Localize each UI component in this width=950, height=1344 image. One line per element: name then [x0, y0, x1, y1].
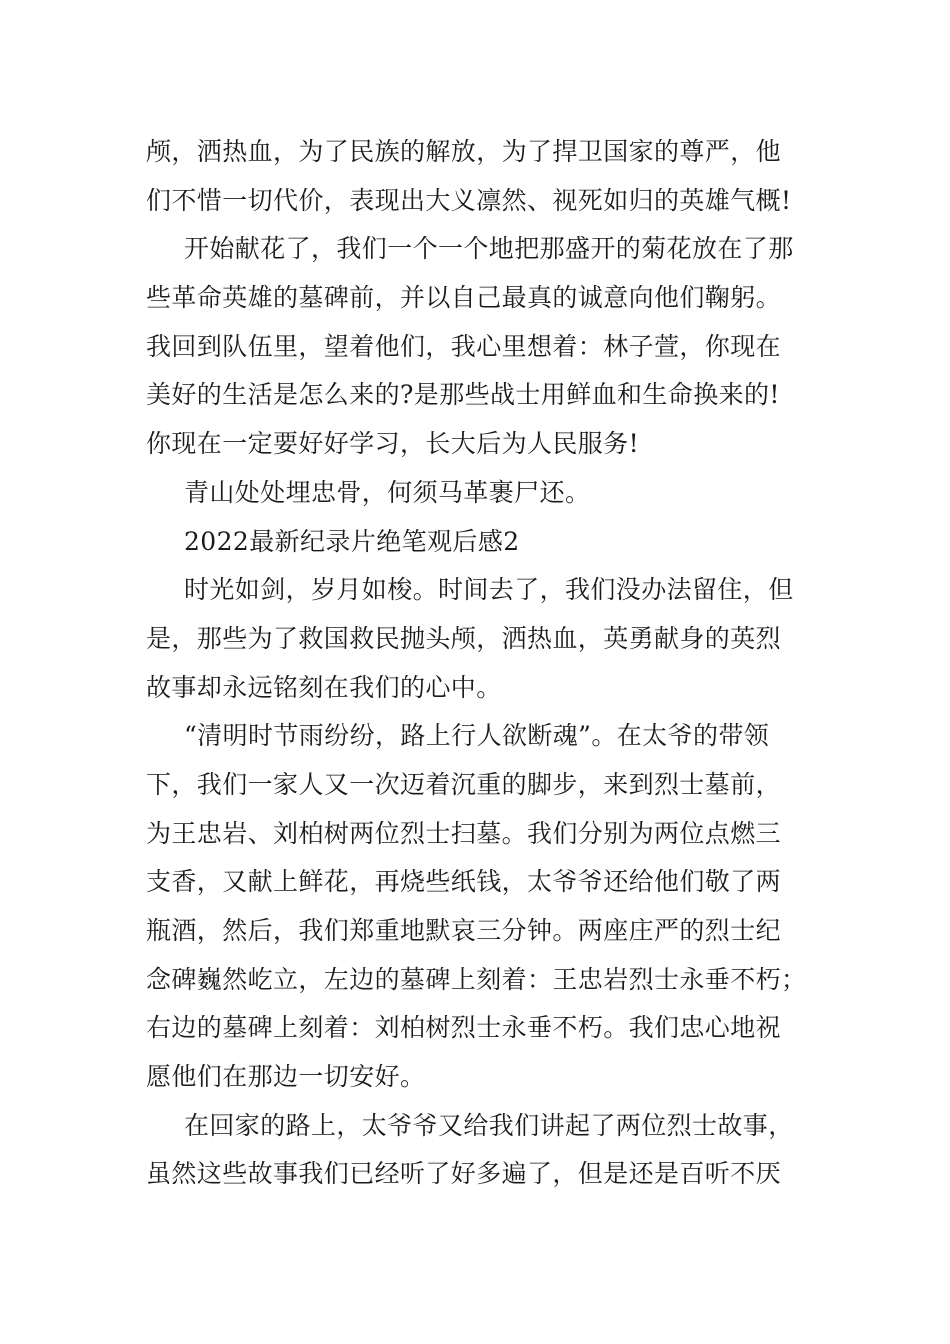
text-line: 颅，洒热血，为了民族的解放，为了捍卫国家的尊严，他	[146, 137, 782, 166]
text-line: 在回家的路上，太爷爷又给我们讲起了两位烈士故事，	[184, 1110, 794, 1140]
text-line: 愿他们在那边一切安好。	[146, 1062, 426, 1092]
text-line: 是，那些为了救国救民抛头颅，洒热血，英勇献身的英烈	[146, 623, 782, 653]
text-line: 支香，又献上鲜花，再烧些纸钱，太爷爷还给他们敬了两	[146, 867, 782, 897]
body-text	[146, 128, 806, 1199]
text-line: 你现在一定要好好学习，长大后为人民服务!	[146, 429, 640, 459]
text-line: 右边的墓碑上刻着：刘柏树烈士永垂不朽。我们忠心地祝	[146, 1013, 782, 1043]
text-line: 虽然这些故事我们已经听了好多遍了，但是还是百听不厌	[146, 1159, 782, 1189]
text-line: 们不惜一切代价，表现出大义凛然、视死如归的英雄气概!	[146, 185, 792, 215]
text-line: 开始献花了，我们一个一个地把那盛开的菊花放在了那	[184, 234, 794, 264]
text-line: “清明时节雨纷纷，路上行人欲断魂”。在太爷的带领	[184, 721, 770, 751]
text-line: 下，我们一家人又一次迈着沉重的脚步，来到烈士墓前，	[146, 769, 782, 799]
text-line: 念碑巍然屹立，左边的墓碑上刻着：王忠岩烈士永垂不朽；	[146, 964, 807, 994]
text-line: 青山处处埋忠骨，何须马革裹尸还。	[184, 477, 591, 507]
section-heading: 2022最新纪录片绝笔观后感2	[184, 526, 520, 556]
text-line: 故事却永远铭刻在我们的心中。	[146, 672, 502, 702]
text-line: 瓶酒，然后，我们郑重地默哀三分钟。两座庄严的烈士纪	[146, 916, 782, 945]
text-line: 我回到队伍里，望着他们，我心里想着：林子萱，你现在	[146, 331, 782, 361]
text-line: 美好的生活是怎么来的?是那些战士用鲜血和生命换来的!	[146, 380, 780, 410]
text-line: 为王忠岩、刘柏树两位烈士扫墓。我们分别为两位点燃三	[146, 818, 782, 848]
text-line: 时光如剑，岁月如梭。时间去了，我们没办法留住，但	[184, 575, 794, 605]
text-line: 些革命英雄的墓碑前，并以自己最真的诚意向他们鞠躬。	[146, 283, 782, 313]
